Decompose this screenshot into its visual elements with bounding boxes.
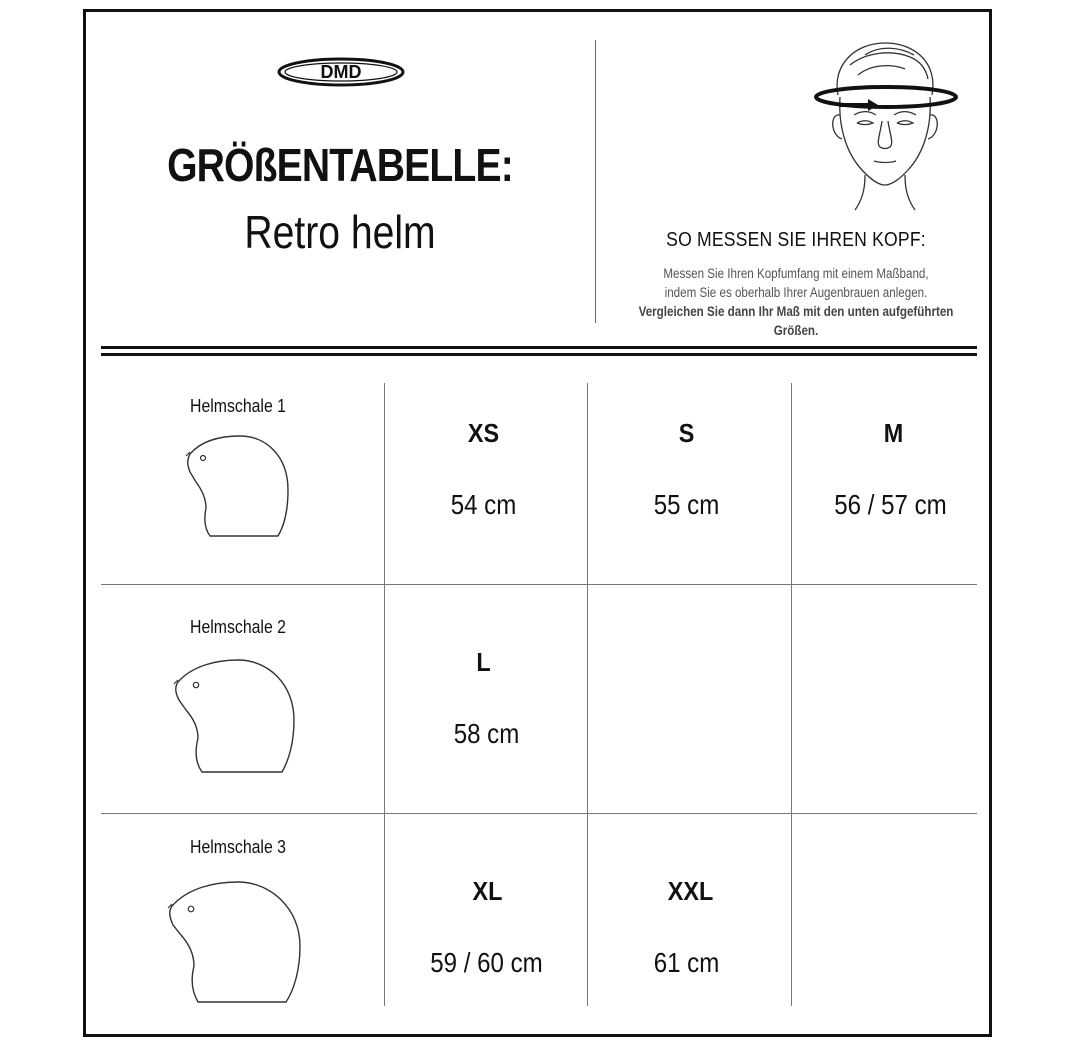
measure-xl: 59 / 60 cm bbox=[430, 947, 543, 978]
howto-title: SO MESSEN SIE IHREN KOPF: bbox=[666, 229, 926, 251]
size-m: M bbox=[883, 418, 904, 448]
howto-line-2: indem Sie es oberhalb Ihrer Augenbrauen anlegen. bbox=[664, 285, 928, 300]
grid-vline-3 bbox=[791, 383, 792, 1006]
helmet-shell-1-icon bbox=[182, 432, 294, 540]
header-divider bbox=[595, 40, 596, 323]
grid-vline-1 bbox=[384, 383, 385, 1006]
grid-vline-2 bbox=[587, 383, 588, 1006]
measure-xxl: 61 cm bbox=[653, 947, 720, 978]
measure-l: 58 cm bbox=[453, 718, 520, 749]
shell-label-2: Helmschale 2 bbox=[190, 617, 286, 637]
size-xs: XS bbox=[467, 418, 500, 448]
size-l: L bbox=[476, 647, 491, 677]
size-s: S bbox=[678, 418, 695, 448]
helmet-shell-2-icon bbox=[170, 656, 300, 776]
measure-s: 55 cm bbox=[653, 489, 720, 520]
measure-xs: 54 cm bbox=[450, 489, 517, 520]
howto-instructions bbox=[627, 264, 964, 340]
logo-text: DMD bbox=[320, 62, 362, 82]
grid-hline-2 bbox=[101, 813, 977, 814]
shell-label-3: Helmschale 3 bbox=[190, 837, 286, 857]
page-title: GRÖßENTABELLE: bbox=[167, 139, 513, 191]
shell-label-1: Helmschale 1 bbox=[190, 396, 286, 416]
head-measure-illustration bbox=[810, 35, 960, 215]
measure-m: 56 / 57 cm bbox=[834, 489, 947, 520]
header-separator-top bbox=[101, 346, 977, 349]
howto-line-3: Vergleichen Sie dann Ihr Maß mit den unten aufgeführten Größen. bbox=[638, 304, 954, 338]
helmet-shell-3-icon bbox=[164, 878, 306, 1006]
size-xxl: XXL bbox=[667, 876, 714, 906]
howto-line-1: Messen Sie Ihren Kopfumfang mit einem Maßband, bbox=[663, 266, 929, 281]
dmd-logo bbox=[277, 57, 405, 87]
page-subtitle: Retro helm bbox=[244, 206, 436, 258]
grid-hline-1 bbox=[101, 584, 977, 585]
header-separator-bottom bbox=[101, 353, 977, 356]
size-xl: XL bbox=[472, 876, 503, 906]
